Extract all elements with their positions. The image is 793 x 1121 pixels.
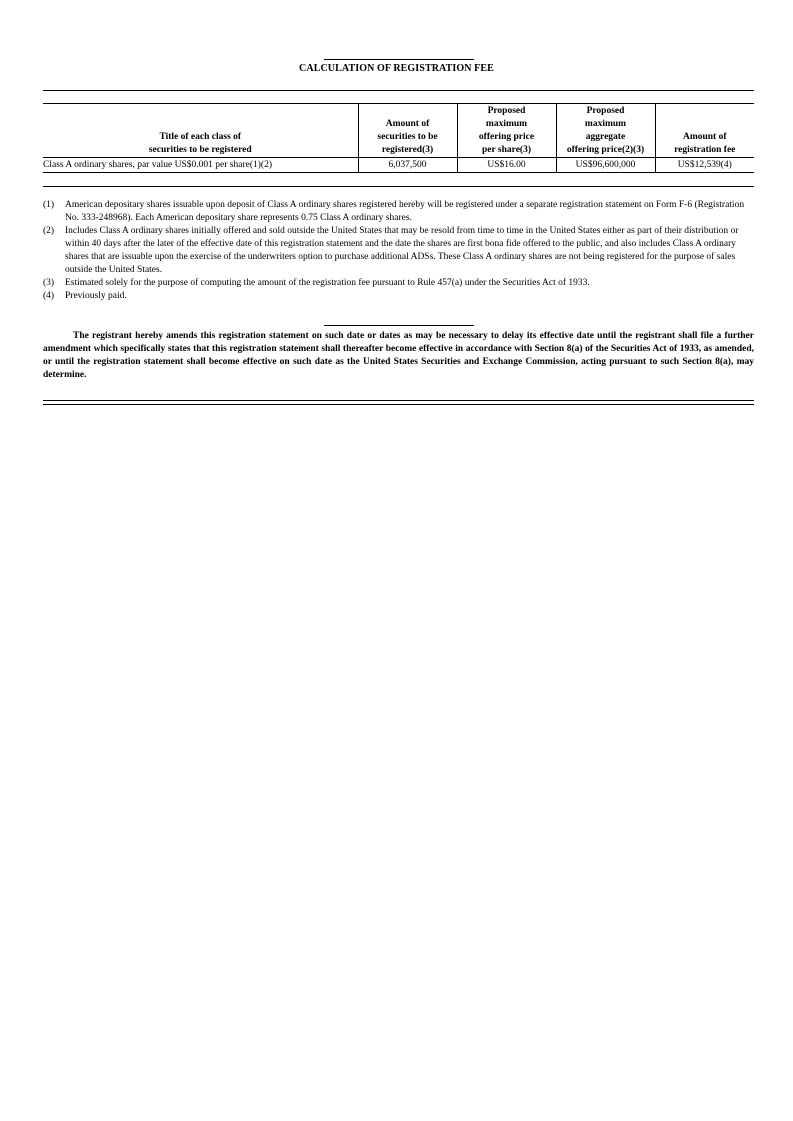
header-line: aggregate (585, 132, 626, 142)
footnote-number: (4) (43, 291, 55, 301)
title-top-rule (324, 59, 474, 60)
header-line: securities to be registered (148, 145, 252, 155)
bottom-rule-2 (43, 404, 754, 405)
footnote-text: Previously paid. (65, 291, 127, 301)
footnote-2 (43, 225, 754, 277)
footnote-number: (3) (43, 278, 55, 288)
amendment-top-rule (324, 325, 474, 326)
footnotes (43, 199, 754, 303)
cell-aggregate-price: US$96,600,000 (556, 158, 655, 173)
header-line: registered(3) (381, 145, 434, 155)
header-line: maximum (584, 119, 627, 129)
header-line: offering price (478, 132, 535, 142)
header-line: Proposed (487, 106, 526, 116)
header-line: registration fee (674, 145, 736, 155)
header-line: Amount of (682, 132, 727, 142)
footnote-number: (2) (43, 226, 55, 236)
footnote-4 (43, 290, 754, 303)
cell-price-per-share: US$16.00 (457, 158, 556, 173)
footnote-1 (43, 199, 754, 225)
header-registration-fee (655, 104, 754, 158)
footnote-text: Estimated solely for the purpose of computing the amount of the registration fee pursuant to Rule 457(a) under the Securities Act of 1933. (65, 278, 590, 288)
footnote-text: Includes Class A ordinary shares initially offered and sold outside the United States that may be resold from time to time in the United States either as part of their distribution or within 40 days after the later of the effective date of this registration statement and the date the shares are first bona fide offered to the public, and also includes Class A ordinary shares that are issuable upon the exercise of the underwriters option to purchase additional ADSs. These Class A ordinary shares are not being registered for the purpose of sales outside the United States. (65, 226, 739, 275)
header-line: maximum (485, 119, 528, 129)
header-title-of-class (43, 104, 358, 158)
header-line: offering price(2)(3) (566, 145, 645, 155)
cell-class-title: Class A ordinary shares, par value US$0.001 per share(1)(2) (43, 158, 358, 173)
header-offering-price-per-share (457, 104, 556, 158)
table-bottom-rule (43, 186, 754, 187)
registration-fee-table (43, 104, 754, 173)
footnote-3 (43, 277, 754, 290)
table-top-rule (43, 90, 754, 91)
document-title: CALCULATION OF REGISTRATION FEE (299, 63, 494, 74)
table-row (43, 158, 754, 173)
cell-amount: 6,037,500 (358, 158, 457, 173)
amendment-statement: The registrant hereby amends this registration statement on such date or dates as may be necessary to delay its effective date until the registrant shall file a further amendment which specifically states that this registration statement shall thereafter become effective in accordance with Section 8(a) of the Securities Act of 1933, as amended, or until the registration statement shall become effective on such date as the United States Securities and Exchange Commission, acting pursuant to such Section 8(a), may determine. (43, 331, 754, 380)
footnote-text: American depositary shares issuable upon deposit of Class A ordinary shares registered hereby will be registered under a separate registration statement on Form F-6 (Registration No. 333-248968). Each American depositary share represents 0.75 Class A ordinary shares. (65, 200, 745, 223)
header-line: per share(3) (482, 145, 531, 155)
header-aggregate-offering-price (556, 104, 655, 158)
table-header-row (43, 104, 754, 158)
header-line: Proposed (586, 106, 625, 116)
header-amount-registered (358, 104, 457, 158)
bottom-rule-1 (43, 400, 754, 401)
header-line: Title of each class of (159, 132, 242, 142)
header-line: Amount of (385, 119, 430, 129)
header-line: securities to be (377, 132, 438, 142)
footnote-number: (1) (43, 200, 55, 210)
cell-fee: US$12,539(4) (655, 158, 754, 173)
